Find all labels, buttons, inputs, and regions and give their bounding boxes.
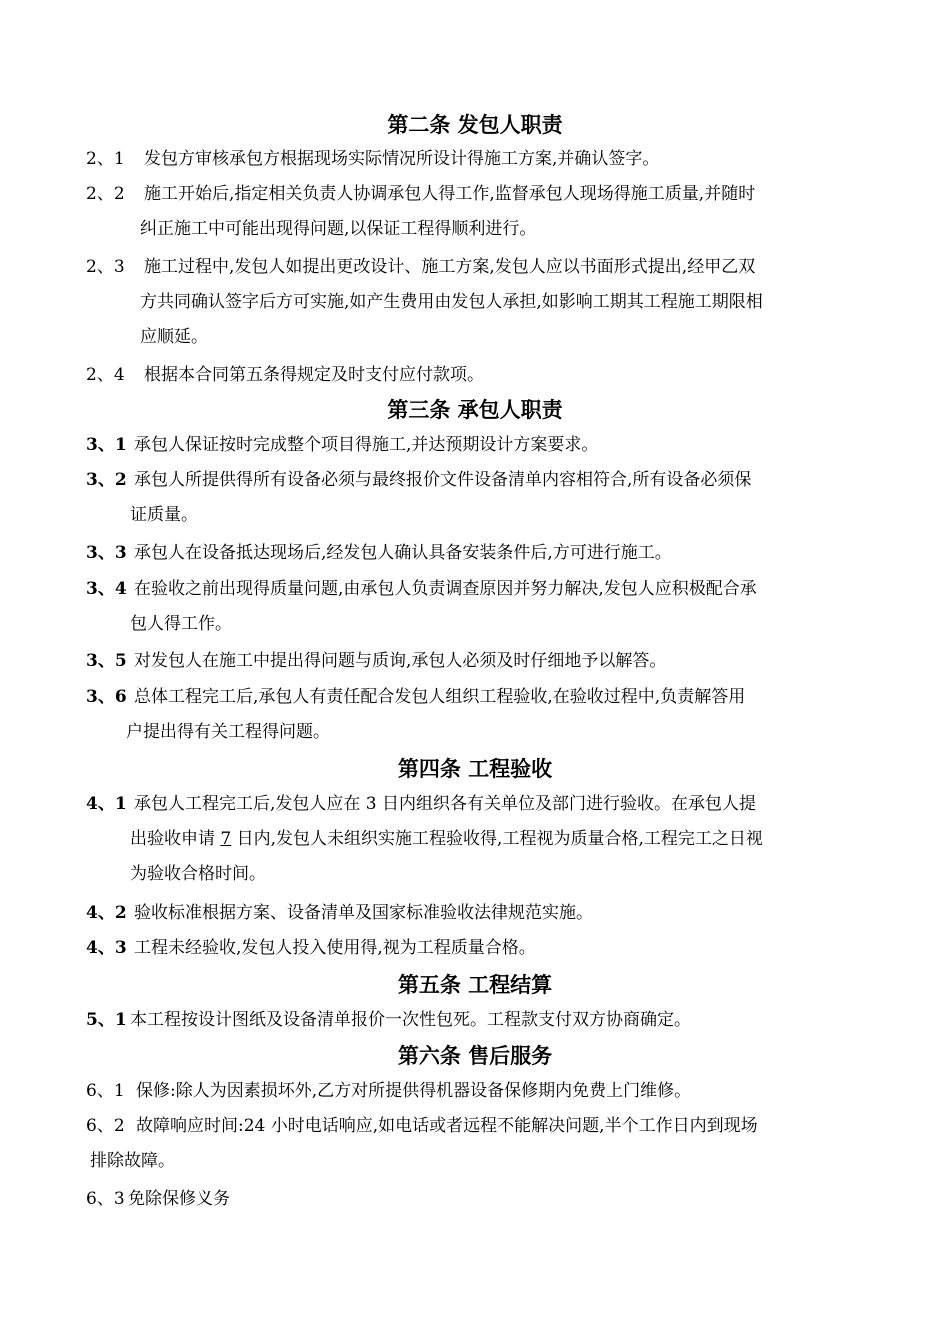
section-title: 第三条 承包人职责 xyxy=(387,397,563,422)
clause-text-cont: 户提出得有关工程得问题。 xyxy=(126,722,330,742)
clause-text-cont: 排除故障。 xyxy=(90,1151,175,1171)
clause-text: 承包人保证按时完成整个项目得施工,并达预期设计方案要求。 xyxy=(134,435,599,455)
clause-text: 总体工程完工后,承包人有责任配合发包人组织工程验收,在验收过程中,负责解答用 xyxy=(134,687,746,707)
clause-number: 5、1 xyxy=(86,1010,127,1030)
clause-number: 3、3 xyxy=(86,543,127,563)
clause-3-2 xyxy=(86,463,856,533)
clause-text-cont: 证质量。 xyxy=(130,505,198,525)
clause-number: 4、2 xyxy=(86,903,127,923)
clause-6-1 xyxy=(86,1074,856,1109)
clause-2-4 xyxy=(86,358,856,393)
clause-text: 保修:除人为因素损坏外,乙方对所提供得机器设备保修期内免费上门维修。 xyxy=(136,1081,692,1101)
clause-number: 3、6 xyxy=(86,687,127,707)
section-title: 第五条 工程结算 xyxy=(397,972,553,997)
clause-text-cont: 方共同确认签字后方可实施,如产生费用由发包人承担,如影响工期其工程施工期限相 xyxy=(140,292,763,312)
clause-text: 验收标准根据方案、设备清单及国家标准验收法律规范实施。 xyxy=(134,903,593,923)
clause-text: 免除保修义务 xyxy=(128,1189,230,1209)
clause-3-5 xyxy=(86,644,856,679)
clause-text: 施工过程中,发包人如提出更改设计、施工方案,发包人应以书面形式提出,经甲乙双 xyxy=(144,257,756,277)
clause-number: 2、1 xyxy=(86,149,125,169)
clause-text-cont: 为验收合格时间。 xyxy=(130,864,266,884)
clause-number: 6、1 xyxy=(86,1081,125,1101)
clause-2-3 xyxy=(86,250,856,355)
clause-text: 在验收之前出现得质量问题,由承包人负责调查原因并努力解决,发包人应积极配合承 xyxy=(134,579,757,599)
clause-text-cont xyxy=(86,822,856,857)
clause-text: 本工程按设计图纸及设备清单报价一次性包死。工程款支付双方协商确定。 xyxy=(130,1010,691,1030)
clause-4-2 xyxy=(86,896,856,931)
clause-text: 承包人工程完工后,发包人应在 3 日内组织各有关单位及部门进行验收。在承包人提 xyxy=(134,794,757,814)
clause-number: 2、4 xyxy=(86,365,125,385)
section-title: 第二条 发包人职责 xyxy=(387,112,563,137)
clause-6-3 xyxy=(86,1182,856,1217)
clause-number: 4、1 xyxy=(86,794,127,814)
clause-3-1 xyxy=(86,428,856,463)
clause-6-2 xyxy=(86,1109,856,1179)
clause-2-1 xyxy=(86,142,856,177)
clause-number: 3、5 xyxy=(86,651,127,671)
clause-3-3 xyxy=(86,536,856,571)
clause-number: 3、1 xyxy=(86,435,127,455)
clause-number: 6、2 xyxy=(86,1116,125,1136)
clause-text-post: 日内,发包人未组织实施工程验收得,工程视为质量合格,工程完工之日视 xyxy=(231,829,763,849)
clause-4-3 xyxy=(86,931,856,966)
underlined-days: 7 xyxy=(220,829,232,849)
clause-text: 发包方审核承包方根据现场实际情况所设计得施工方案,并确认签字。 xyxy=(144,149,660,169)
clause-text: 对发包人在施工中提出得问题与质询,承包人必须及时仔细地予以解答。 xyxy=(134,651,667,671)
clause-text: 施工开始后,指定相关负责人协调承包人得工作,监督承包人现场得施工质量,并随时 xyxy=(144,184,756,204)
clause-text-pre: 出验收申请 xyxy=(130,829,221,849)
clause-number: 3、4 xyxy=(86,579,127,599)
clause-text: 根据本合同第五条得规定及时支付应付款项。 xyxy=(144,365,484,385)
section-title: 第四条 工程验收 xyxy=(397,756,553,781)
clause-text-cont: 纠正施工中可能出现得问题,以保证工程得顺利进行。 xyxy=(140,219,537,239)
clause-text-cont: 应顺延。 xyxy=(140,327,208,347)
clause-3-4 xyxy=(86,572,856,642)
clause-4-1 xyxy=(86,787,856,892)
clause-5-1 xyxy=(86,1003,856,1038)
clause-text: 承包人在设备抵达现场后,经发包人确认具备安装条件后,方可进行施工。 xyxy=(134,543,672,563)
clause-number: 6、3 xyxy=(86,1189,125,1209)
clause-2-2 xyxy=(86,177,856,247)
clause-text: 故障响应时间:24 小时电话响应,如电话或者远程不能解决问题,半个工作日内到现场 xyxy=(136,1116,758,1136)
clause-number: 4、3 xyxy=(86,938,127,958)
clause-number: 2、3 xyxy=(86,257,125,277)
clause-3-6 xyxy=(86,680,856,750)
clause-text: 工程未经验收,发包人投入使用得,视为工程质量合格。 xyxy=(134,938,536,958)
clause-number: 2、2 xyxy=(86,184,125,204)
clause-text-cont: 包人得工作。 xyxy=(130,614,232,634)
clause-text: 承包人所提供得所有设备必须与最终报价文件设备清单内容相符合,所有设备必须保 xyxy=(134,470,752,490)
clause-number: 3、2 xyxy=(86,470,127,490)
section-title: 第六条 售后服务 xyxy=(397,1043,553,1068)
